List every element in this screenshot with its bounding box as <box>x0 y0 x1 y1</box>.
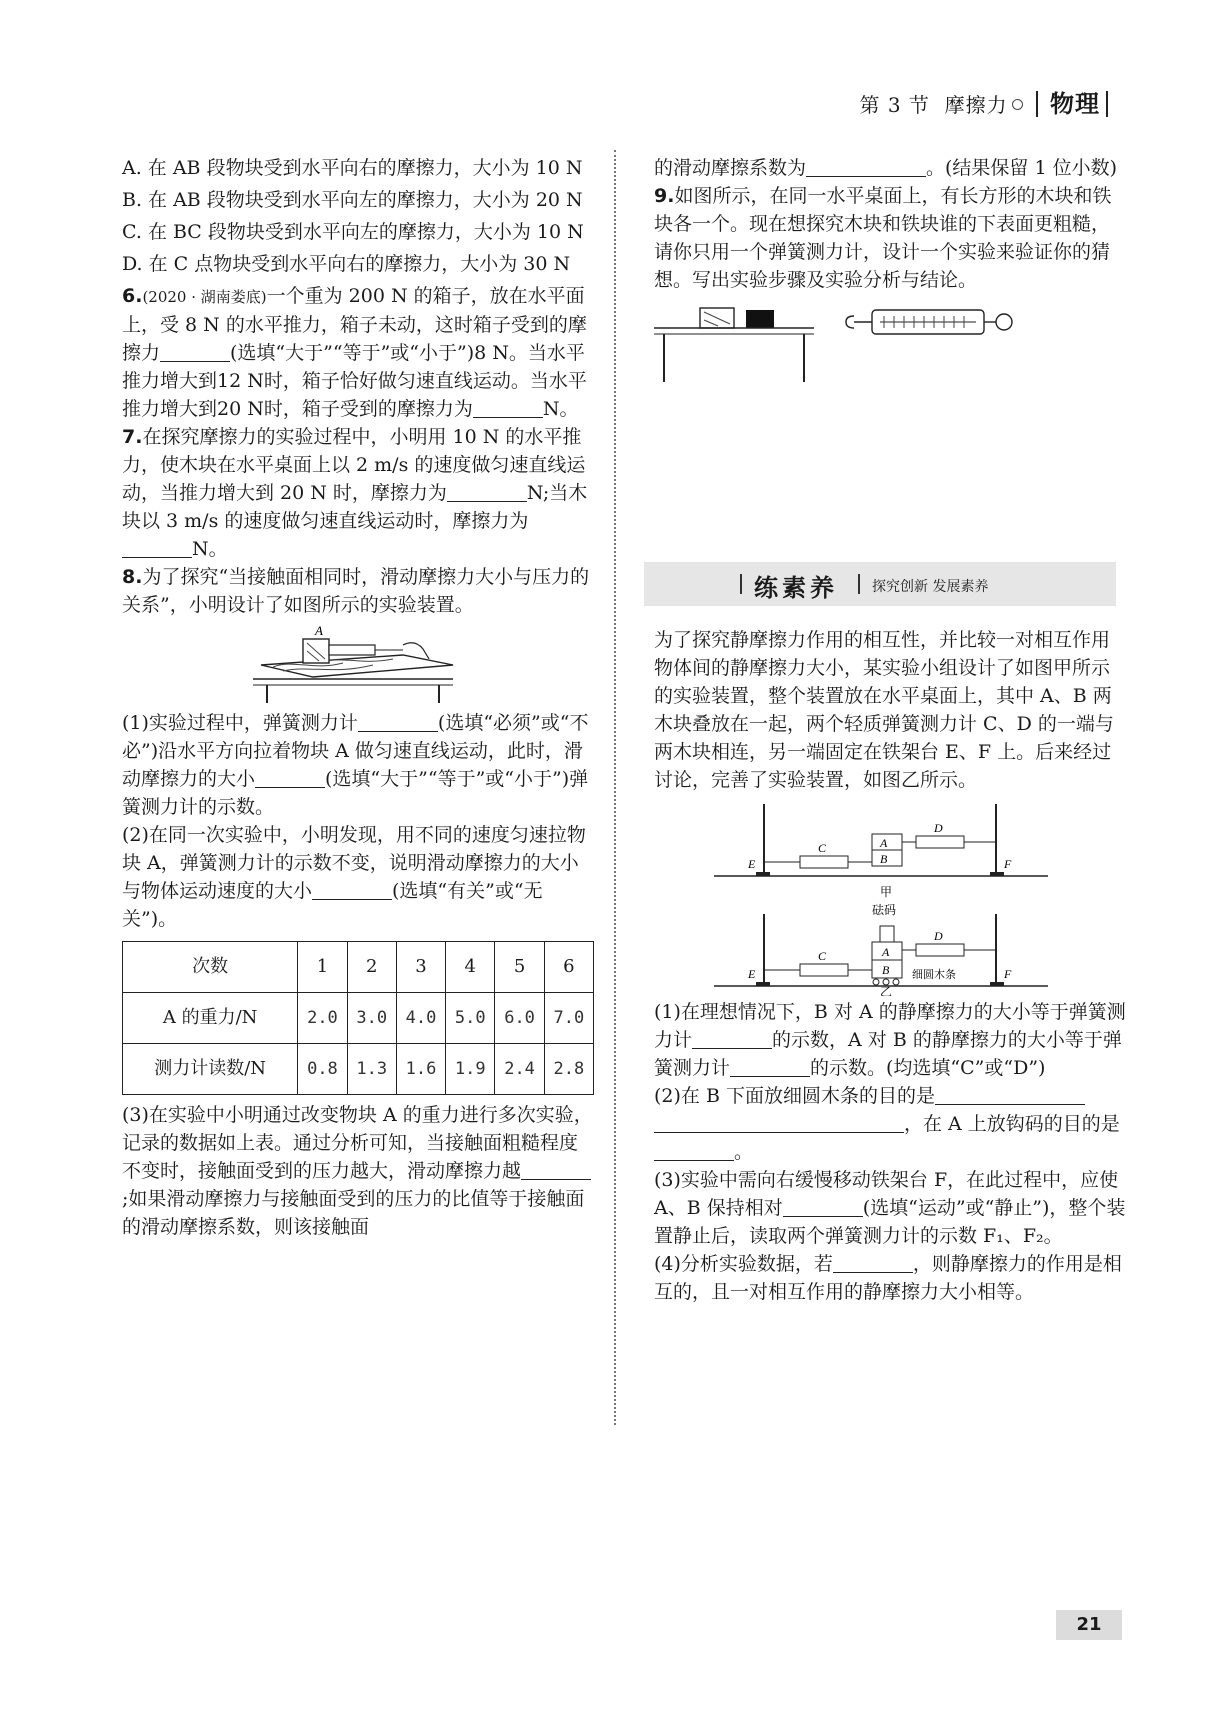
answer-blank[interactable] <box>122 537 192 558</box>
table-cell: 1.6 <box>396 1044 445 1095</box>
spring-scale-icon <box>846 310 1012 334</box>
answer-blank[interactable] <box>255 767 325 788</box>
table-blocks-figure <box>654 298 1128 382</box>
answer-blank[interactable] <box>654 1140 734 1161</box>
table-cell: 6.0 <box>495 993 544 1044</box>
answer-blank[interactable] <box>473 397 543 418</box>
circle-icon <box>1012 99 1023 110</box>
table-cell: 2.8 <box>544 1044 593 1095</box>
answer-blank[interactable] <box>935 1084 1085 1105</box>
block-a-label: A <box>315 625 323 638</box>
section-subtitle: 探究创新 发展素养 <box>872 579 989 595</box>
table-cell: 次数 <box>123 942 298 993</box>
question-number: 6. <box>122 285 143 307</box>
label-e: E <box>748 857 756 871</box>
answer-blank[interactable] <box>730 1056 810 1077</box>
question-source: (2020 · 湖南娄底) <box>142 288 267 306</box>
table-cell: 4.0 <box>396 993 445 1044</box>
practice-part-2: (2)在 B 下面放细圆木条的目的是，在 A 上放钩码的目的是。 <box>654 1085 1120 1163</box>
table-cell: 2.0 <box>298 993 347 1044</box>
subject-label: 物理 <box>1050 90 1100 118</box>
data-table <box>122 941 594 1095</box>
table-cell: 1.3 <box>347 1044 396 1095</box>
question-8-part-1: (1)实验过程中，弹簧测力计 (选填“必须”或“不必”)沿水平方向拉着物块 A 做匀速直线运动，此时，滑动摩擦力的大小 (选填“大于”“等于”或“小于”)弹簧测力计的示数。 <box>122 712 589 818</box>
table-cell: 3 <box>396 942 445 993</box>
practice-part-4: (4)分析实验数据，若 ，则静摩擦力的作用是相互的，且一对相互作用的静摩擦力大小相等。 <box>654 1253 1122 1303</box>
question-6: 6.(2020 · 湖南娄底)一个重为 200 N 的箱子，放在水平面上，受 8 N 的水平推力，箱子未动，这时箱子受到的摩擦力 (选填“大于”“等于”或“小于”)8 N。当水平推力增大到12 N时，箱子恰好做匀速直线运动。当水平推力增大到20 N时，箱子受到的摩擦力为 N。 <box>122 285 587 420</box>
answer-blank[interactable] <box>692 1028 772 1049</box>
static-friction-apparatus-figure <box>654 796 1128 996</box>
running-header <box>859 84 1114 119</box>
table-cell: 2.4 <box>495 1044 544 1095</box>
banner-divider <box>740 574 742 594</box>
answer-blank[interactable] <box>806 156 926 177</box>
table-cell: 4 <box>446 942 495 993</box>
table-cell: A 的重力/N <box>123 993 298 1044</box>
label-f: F <box>1004 967 1012 981</box>
table-cell: 3.0 <box>347 993 396 1044</box>
table-cell: 1.9 <box>446 1044 495 1095</box>
practice-intro: 为了探究静摩擦力作用的相互性，并比较一对相互作用物体间的静摩擦力大小，某实验小组设计了如图甲所示的实验装置，整个装置放在水平桌面上，其中 A、B 两木块叠放在一起，两个轻质弹簧测力计 C、D 的一端与两木块相连，另一端固定在铁架台 E、F 上。后来经过讨论，完善了实验装置，如图乙所示。 <box>654 629 1114 791</box>
left-column <box>122 154 594 1241</box>
answer-blank[interactable] <box>358 711 438 732</box>
table-cell: 5.0 <box>446 993 495 1044</box>
answer-blank[interactable] <box>833 1252 913 1273</box>
table-cell: 6 <box>544 942 593 993</box>
practice-part-3: (3)实验中需向右缓慢移动铁架台 F，在此过程中，应使 A、B 保持相对 (选填“运动”或“静止”)，整个装置静止后，读取两个弹簧测力计的示数 F₁、F₂。 <box>654 1169 1126 1247</box>
option-a: A. 在 AB 段物块受到水平向右的摩擦力，大小为 10 N <box>122 157 583 179</box>
page-number: 21 <box>1056 1610 1122 1640</box>
question-number: 8. <box>122 566 143 588</box>
table-row <box>123 993 594 1044</box>
label-b: B <box>880 852 888 866</box>
friction-board-figure <box>253 625 463 703</box>
answer-blank[interactable] <box>521 1159 591 1180</box>
label-e: E <box>748 967 756 981</box>
section-title: 练素养 <box>754 574 838 602</box>
header-divider <box>1036 91 1038 117</box>
section-number: 第 3 节 <box>859 93 930 117</box>
header-divider <box>1106 91 1108 117</box>
table-row <box>123 942 594 993</box>
table-row <box>123 1044 594 1095</box>
answer-blank[interactable] <box>312 879 392 900</box>
question-7: 7.在探究摩擦力的实验过程中，小明用 10 N 的水平推力，使木块在水平桌面上以 2 m/s 的速度做匀速直线运动，当推力增大到 20 N 时，摩擦力为 N;当木块以 3 m/s 的速度做匀速直线运动时，摩擦力为N。 <box>122 426 588 560</box>
question-8-part-3-cont: 的滑动摩擦系数为 。(结果保留 1 位小数) <box>654 157 1118 179</box>
table-cell: 2 <box>347 942 396 993</box>
question-number: 9. <box>654 185 675 207</box>
section-topic: 摩擦力 <box>944 93 1008 117</box>
option-d: D. 在 C 点物块受到水平向右的摩擦力，大小为 30 N <box>122 253 571 275</box>
answer-blank[interactable] <box>654 1112 904 1133</box>
option-b: B. 在 AB 段物块受到水平向左的摩擦力，大小为 20 N <box>122 189 583 211</box>
question-number: 7. <box>122 426 143 448</box>
table-cell: 0.8 <box>298 1044 347 1095</box>
option-c: C. 在 BC 段物块受到水平向左的摩擦力，大小为 10 N <box>122 221 584 243</box>
column-divider <box>614 150 616 1425</box>
answer-blank[interactable] <box>160 341 230 362</box>
question-8-part-3: (3)在实验中小明通过改变物块 A 的重力进行多次实验，记录的数据如上表。通过分析可知，当接触面粗糙程度不变时，接触面受到的压力越大，滑动摩擦力越;如果滑动摩擦力与接触面受到的压力的比值等于接触面的滑动摩擦系数，则该接触面 <box>122 1104 593 1238</box>
label-a: A <box>882 945 890 959</box>
practice-block <box>654 626 1128 1306</box>
label-c: C <box>818 949 827 963</box>
label-a: A <box>880 836 888 850</box>
right-column <box>654 154 1128 382</box>
table-cell: 测力计读数/N <box>123 1044 298 1095</box>
label-rollers: 细圆木条 <box>912 968 956 981</box>
question-9: 9.如图所示，在同一水平桌面上，有长方形的木块和铁块各一个。现在想探究木块和铁块谁的下表面更粗糙，请你只用一个弹簧测力计，设计一个实验来验证你的猜想。写出实验步骤及实验分析与结论。 <box>654 185 1112 291</box>
banner-divider <box>858 574 860 594</box>
figure-caption-yi: 乙 <box>880 985 893 996</box>
table-cell: 1 <box>298 942 347 993</box>
answer-blank[interactable] <box>447 481 527 502</box>
practice-part-1: (1)在理想情况下，B 对 A 的静摩擦力的大小等于弹簧测力计 的示数，A 对 B 的静摩擦力的大小等于弹簧测力计 的示数。(均选填“C”或“D”) <box>654 1001 1126 1079</box>
label-b: B <box>882 963 890 977</box>
figure-caption-jia: 甲 <box>880 885 893 899</box>
section-banner <box>644 562 1116 606</box>
label-c: C <box>818 841 827 855</box>
question-8: 8.为了探究“当接触面相同时，滑动摩擦力大小与压力的关系”，小明设计了如图所示的实验装置。 <box>122 566 590 616</box>
table-cell: 5 <box>495 942 544 993</box>
label-f: F <box>1004 857 1012 871</box>
table-cell: 7.0 <box>544 993 593 1044</box>
question-8-part-2: (2)在同一次实验中，小明发现，用不同的速度匀速拉物块 A，弹簧测力计的示数不变，说明滑动摩擦力的大小与物体运动速度的大小 (选填“有关”或“无关”)。 <box>122 824 586 930</box>
label-d: D <box>934 821 943 835</box>
label-weight: 砝码 <box>872 903 897 917</box>
answer-blank[interactable] <box>783 1196 863 1217</box>
label-d: D <box>934 929 943 943</box>
